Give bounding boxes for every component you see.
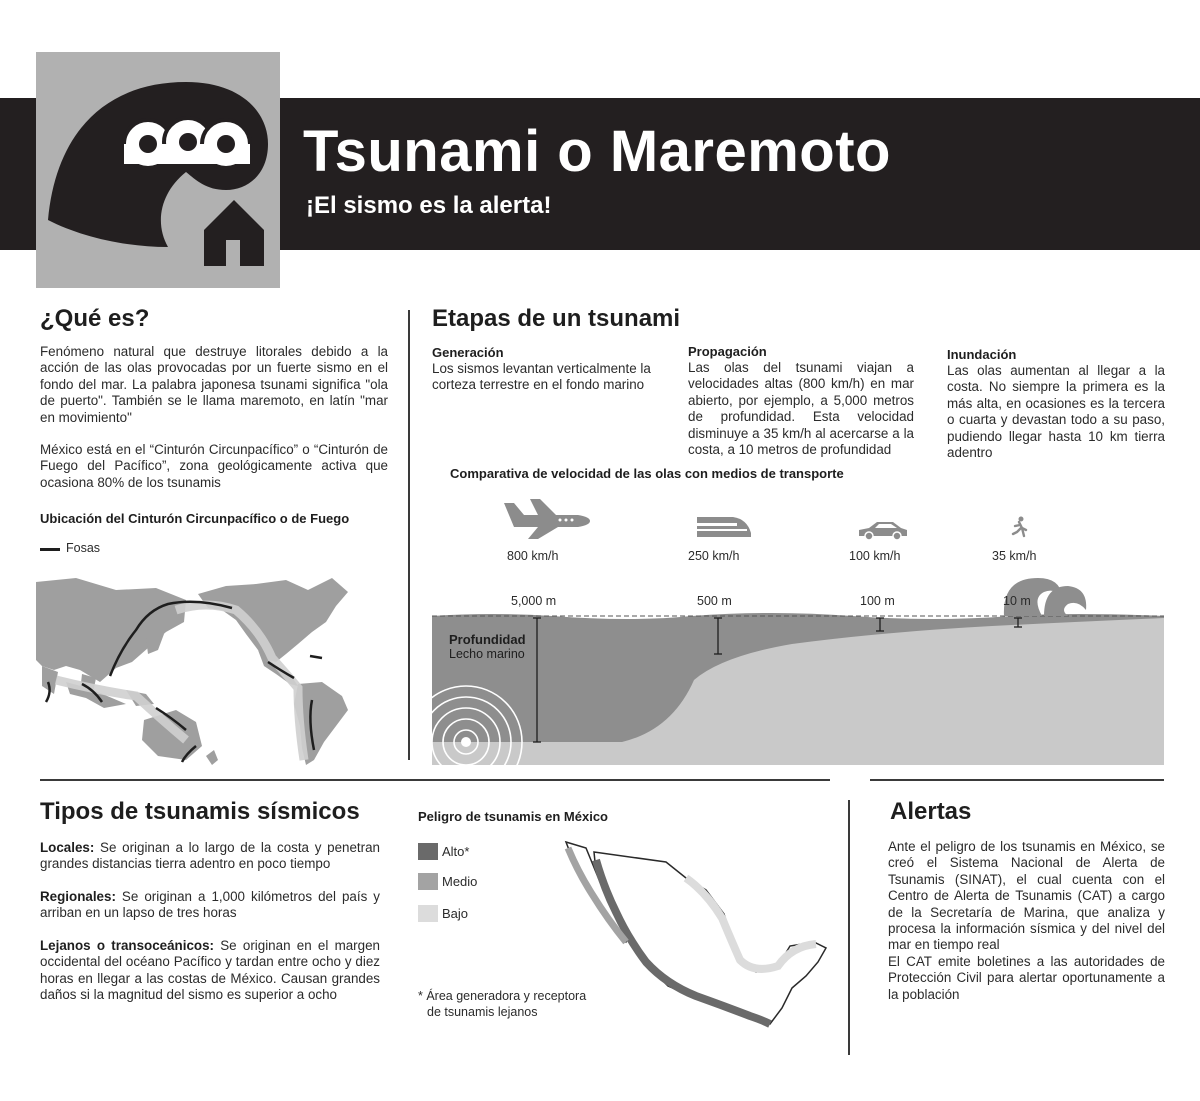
speed-runner: 35 km/h: [992, 549, 1037, 563]
tipo-lejanos: [40, 938, 380, 1004]
airplane-icon: [500, 497, 592, 546]
stage-propagacion-title: Propagación: [688, 344, 767, 359]
que-es-paragraph-2: México está en el “Cinturón Circunpacífico” o “Cinturón de Fuego del Pacífico”, zona geológicamente activa que ocasiona 80% de los tsunamis: [40, 442, 388, 490]
stage-propagacion-text: Las olas del tsunami viajan a velocidades altas (800 km/h) en mar abierto, por ejemplo, a 5,000 metros de profundidad. Esta velocidad disminuye a 35 km/h al acercarse a la costa, a 10 metros de profundidad: [688, 360, 914, 458]
legend-alto-swatch: [418, 843, 438, 860]
car-icon: [855, 520, 909, 547]
map-title: Ubicación del Cinturón Circunpacífico o de Fuego: [40, 511, 350, 526]
depth-10: 10 m: [1003, 594, 1031, 608]
que-es-paragraph-1: Fenómeno natural que destruye litorales debido a la acción de las olas provocadas por un fuerte sismo en el fondo del mar. La palabra japonesa tsunami significa "ola de puerto". También se le llama maremoto, en latín "mar en movimiento": [40, 344, 388, 425]
trench-legend-label: Fosas: [66, 541, 101, 555]
depth-5000: 5,000 m: [511, 594, 557, 608]
trench-legend-line: [40, 548, 60, 551]
legend-medio-swatch: [418, 873, 438, 890]
section-divider-left: [40, 779, 830, 781]
section-divider-right: [870, 779, 1164, 781]
stage-generacion-title: Generación: [432, 345, 504, 360]
legend-alto-label: Alto*: [442, 844, 470, 859]
mexico-hazard-map: [556, 838, 836, 1033]
tipo-lejanos-label: Lejanos o transoceánicos:: [40, 938, 214, 953]
stage-inundacion-title: Inundación: [947, 347, 1017, 362]
speed-train: 250 km/h: [688, 549, 740, 563]
runner-icon: [1010, 516, 1028, 543]
depth-100: 100 m: [860, 594, 895, 608]
train-icon: [695, 513, 753, 546]
alertas-heading: Alertas: [890, 798, 972, 825]
page-title: Tsunami o Maremoto: [303, 119, 891, 184]
hazard-note-line1: * Área generadora y receptora: [418, 989, 587, 1003]
tipo-lejanos-text: Se originan en el margen occidental del océano Pacífico y tardan entre ocho y diez horas en llegar a las costas de México. Causan grandes daños si la magnitud del sismo es superior a ocho: [40, 938, 380, 1003]
legend-medio-label: Medio: [442, 874, 478, 889]
comparison-title: Comparativa de velocidad de las olas con medios de transporte: [450, 466, 844, 481]
tipo-regionales-text: Se originan a 1,000 kilómetros del país y arriban en un lapso de tres horas: [40, 889, 380, 921]
stage-generacion-text: Los sismos levantan verticalmente la corteza terrestre en el fondo marino: [432, 361, 651, 393]
tipo-regionales: [40, 889, 380, 922]
tipos-heading: Tipos de tsunamis sísmicos: [40, 798, 360, 825]
legend-bajo-swatch: [418, 905, 438, 922]
alertas-paragraph-2: El CAT emite boletines a las autoridades de Protección Civil para alertar oportunamente a la población: [888, 954, 1165, 1002]
tipo-regionales-label: Regionales:: [40, 889, 116, 904]
legend-bajo-label: Bajo: [442, 906, 469, 921]
speed-airplane: 800 km/h: [507, 549, 559, 563]
seabed-label: Lecho marino: [449, 647, 525, 661]
que-es-heading: ¿Qué es?: [40, 305, 150, 332]
column-divider: [408, 310, 410, 760]
speed-car: 100 km/h: [849, 549, 901, 563]
tipo-locales: [40, 840, 380, 873]
stage-inundacion-text: Las olas aumentan al llegar a la costa. No siempre la primera es la más alta, en ocasiones es la tercera o cuarta y devastan todo a su paso, pudiendo llegar hasta 10 km tierra adentro: [947, 363, 1165, 461]
tsunami-logo: [36, 52, 280, 288]
tipo-locales-text: Se originan a lo largo de la costa y penetran grandes distancias tierra adentro en poco tiempo: [40, 840, 380, 872]
page-subtitle: ¡El sismo es la alerta!: [306, 192, 552, 219]
ring-of-fire-map: [36, 570, 392, 765]
peligro-title: Peligro de tsunamis en México: [418, 809, 608, 824]
alertas-paragraph-1: Ante el peligro de los tsunamis en México, se creó el Sistema Nacional de Alerta de Tsunamis (SINAT), el cual cuenta con el Centro de Alerta de Tsunamis (CAT) a cargo de la Secretaría de Marina, que analiza y procesa la información sísmica y del nivel del mar en tiempo real: [888, 839, 1165, 953]
hazard-note-line2: de tsunamis lejanos: [427, 1005, 538, 1019]
depth-500: 500 m: [697, 594, 732, 608]
etapas-heading: Etapas de un tsunami: [432, 305, 681, 332]
tsunami-wave-house-icon: [36, 52, 280, 288]
depth-label: Profundidad: [449, 632, 526, 647]
alertas-divider: [848, 800, 850, 1055]
tipo-locales-label: Locales:: [40, 840, 95, 855]
